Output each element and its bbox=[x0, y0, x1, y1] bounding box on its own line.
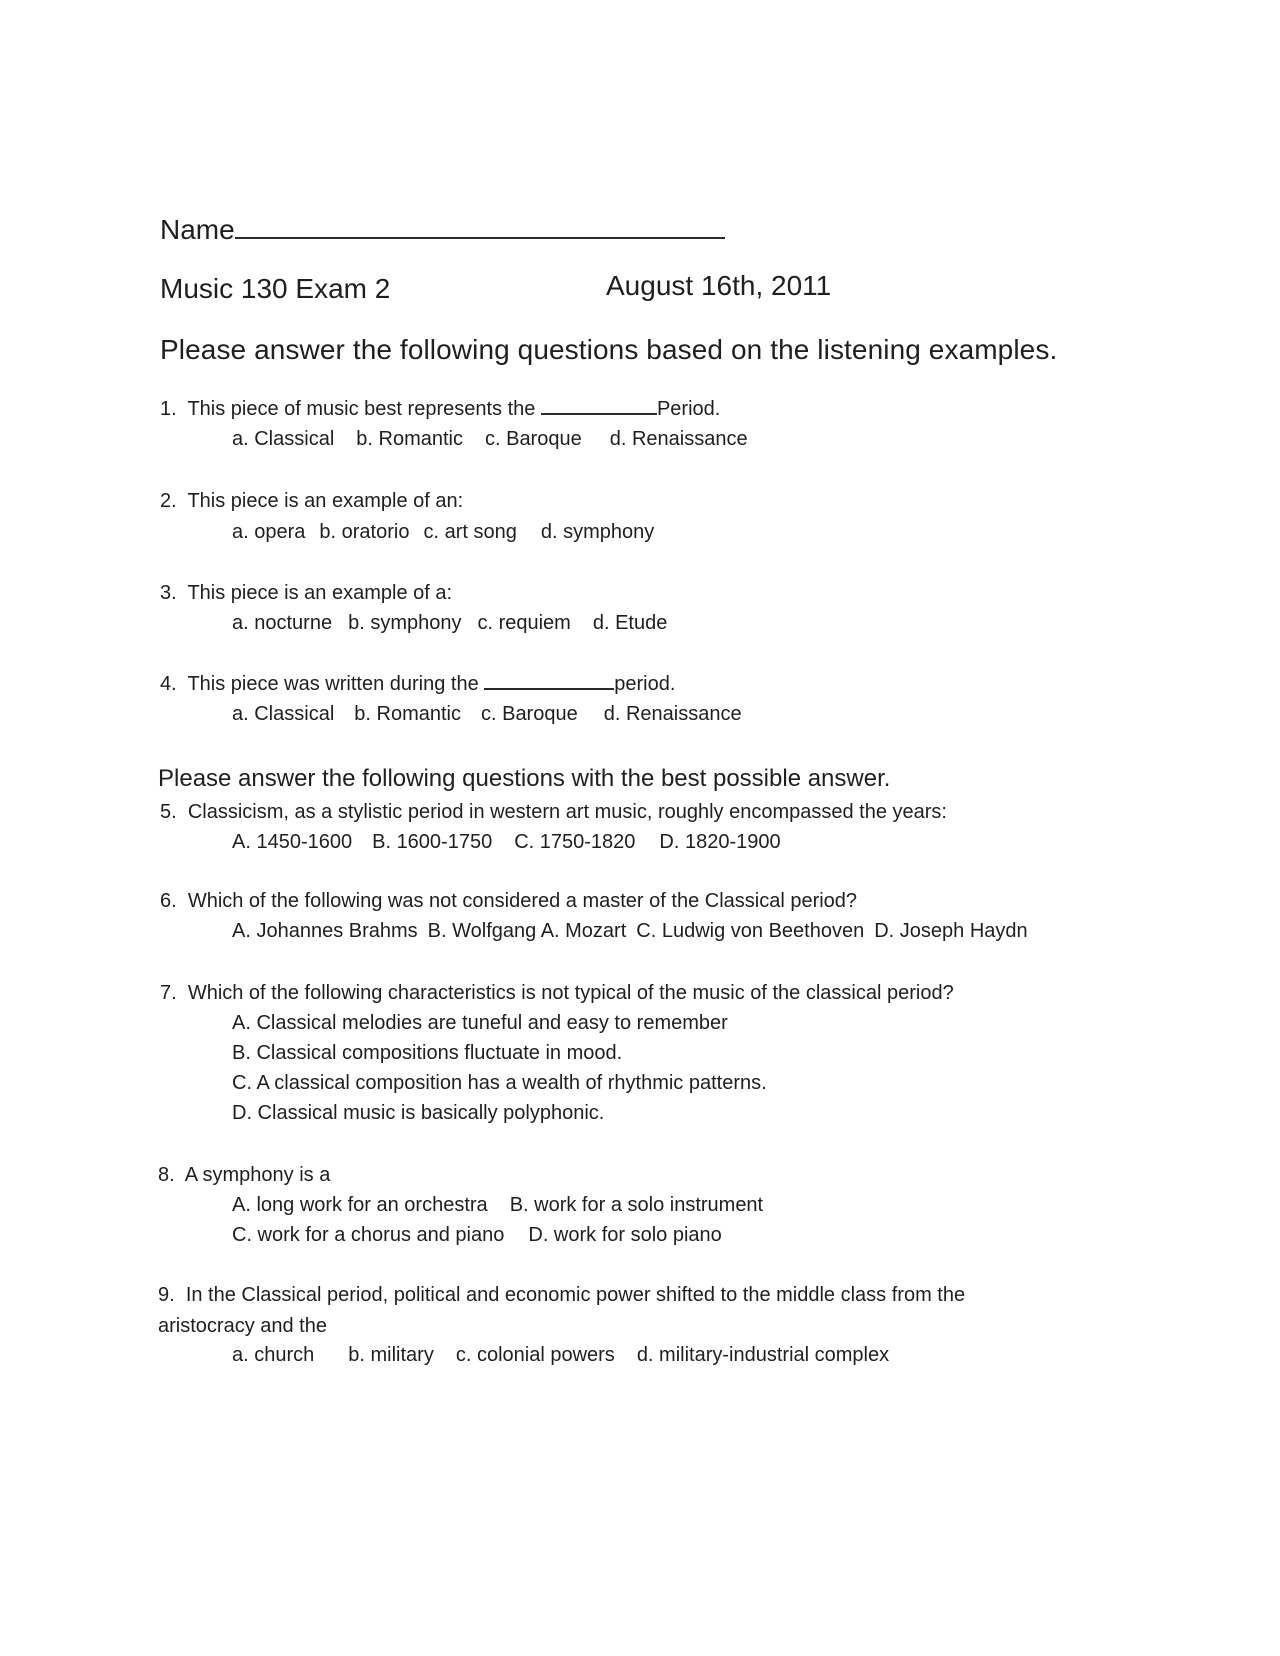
option-d[interactable]: d. Renaissance bbox=[609, 428, 748, 450]
option-d[interactable]: D. Joseph Haydn bbox=[874, 920, 1028, 942]
question-text: This piece is an example of a: bbox=[187, 582, 453, 604]
option-c[interactable]: C. work for a chorus and piano bbox=[232, 1224, 505, 1246]
option-b[interactable]: B. 1600-1750 bbox=[372, 831, 493, 853]
name-line bbox=[160, 214, 725, 246]
option-c[interactable]: c. Baroque bbox=[484, 428, 582, 450]
question-text: Which of the following was not considered a master of the Classical period? bbox=[187, 890, 858, 912]
option-a[interactable]: a. Classical bbox=[232, 428, 335, 450]
question-text: Which of the following characteristics is not typical of the music of the classical period? bbox=[187, 982, 954, 1004]
option-c[interactable]: c. art song bbox=[423, 521, 517, 543]
question-3-options bbox=[232, 612, 667, 635]
question-text-before: This piece was written during the bbox=[187, 673, 485, 695]
question-9-line2: aristocracy and the bbox=[158, 1315, 327, 1337]
option-d[interactable]: D. work for solo piano bbox=[528, 1224, 722, 1246]
question-text: This piece is an example of an: bbox=[187, 490, 464, 512]
name-blank[interactable] bbox=[235, 237, 725, 239]
option-b[interactable]: B. Wolfgang A. Mozart bbox=[427, 920, 627, 942]
answer-blank[interactable] bbox=[541, 413, 657, 415]
question-number: 8. bbox=[158, 1164, 175, 1186]
question-text-before: This piece of music best represents the bbox=[187, 398, 541, 420]
question-3 bbox=[160, 582, 452, 605]
question-8 bbox=[158, 1164, 330, 1187]
option-c[interactable]: C. Ludwig von Beethoven bbox=[636, 920, 865, 942]
question-text-after: period. bbox=[614, 673, 676, 695]
question-number: 9. bbox=[158, 1284, 175, 1306]
exam-title: Music 130 Exam 2 bbox=[160, 273, 391, 304]
question-2 bbox=[160, 490, 463, 513]
question-number: 6. bbox=[160, 890, 177, 912]
question-text: A symphony is a bbox=[184, 1164, 331, 1186]
question-5-options bbox=[232, 831, 781, 854]
option-a[interactable]: A. 1450-1600 bbox=[232, 831, 353, 853]
section-heading-best-answer: Please answer the following questions with the best possible answer. bbox=[158, 765, 891, 792]
question-text-line1: In the Classical period, political and economic power shifted to the middle class from the bbox=[185, 1284, 966, 1306]
name-label: Name bbox=[160, 214, 235, 245]
question-5 bbox=[160, 801, 947, 824]
question-text: Classicism, as a stylistic period in western art music, roughly encompassed the years: bbox=[187, 801, 947, 823]
answer-blank[interactable] bbox=[484, 688, 614, 690]
option-b[interactable]: b. Romantic bbox=[354, 703, 461, 725]
option-c[interactable]: c. Baroque bbox=[480, 703, 578, 725]
option-b[interactable]: b. Romantic bbox=[356, 428, 463, 450]
question-8-options-row2 bbox=[232, 1224, 722, 1247]
exam-date: August 16th, 2011 bbox=[606, 270, 832, 301]
question-number: 2. bbox=[160, 490, 177, 512]
option-a[interactable]: a. Classical bbox=[232, 703, 335, 725]
question-1 bbox=[160, 398, 720, 421]
option-d[interactable]: d. military-industrial complex bbox=[636, 1344, 890, 1366]
option-b[interactable]: b. oratorio bbox=[319, 521, 410, 543]
option-c[interactable]: C. 1750-1820 bbox=[514, 831, 636, 853]
option-a[interactable]: a. nocturne bbox=[232, 612, 333, 634]
option-d[interactable]: D. Classical music is basically polyphonic. bbox=[232, 1102, 605, 1124]
question-8-options-row1 bbox=[232, 1194, 763, 1217]
question-7 bbox=[160, 982, 954, 1005]
question-9 bbox=[158, 1284, 965, 1307]
option-a[interactable]: A. Classical melodies are tuneful and easy to remember bbox=[232, 1012, 728, 1034]
option-c[interactable]: c. colonial powers bbox=[455, 1344, 615, 1366]
option-b[interactable]: B. work for a solo instrument bbox=[509, 1194, 764, 1216]
option-c[interactable]: c. requiem bbox=[477, 612, 571, 634]
question-4-options bbox=[232, 703, 742, 726]
question-number: 7. bbox=[160, 982, 177, 1004]
option-a[interactable]: a. church bbox=[232, 1344, 315, 1366]
option-c[interactable]: C. A classical composition has a wealth of rhythmic patterns. bbox=[232, 1072, 767, 1094]
option-a[interactable]: a. opera bbox=[232, 521, 306, 543]
option-a[interactable]: A. long work for an orchestra bbox=[232, 1194, 488, 1216]
question-1-options bbox=[232, 428, 748, 451]
question-number: 1. bbox=[160, 398, 177, 420]
option-b[interactable]: B. Classical compositions fluctuate in mood. bbox=[232, 1042, 623, 1064]
option-b[interactable]: b. symphony bbox=[348, 612, 462, 634]
question-6-options bbox=[232, 920, 1028, 943]
question-9-options bbox=[232, 1344, 889, 1367]
question-number: 4. bbox=[160, 673, 177, 695]
question-4 bbox=[160, 673, 675, 696]
option-a[interactable]: A. Johannes Brahms bbox=[232, 920, 418, 942]
question-2-options bbox=[232, 521, 654, 544]
question-number: 3. bbox=[160, 582, 177, 604]
question-text-after: Period. bbox=[656, 398, 721, 420]
section-heading-listening: Please answer the following questions based on the listening examples. bbox=[160, 334, 1058, 365]
option-d[interactable]: D. 1820-1900 bbox=[659, 831, 781, 853]
option-d[interactable]: d. symphony bbox=[540, 521, 655, 543]
option-b[interactable]: b. military bbox=[348, 1344, 434, 1366]
option-d[interactable]: d. Etude bbox=[592, 612, 668, 634]
question-number: 5. bbox=[160, 801, 177, 823]
option-d[interactable]: d. Renaissance bbox=[603, 703, 742, 725]
question-6 bbox=[160, 890, 857, 913]
